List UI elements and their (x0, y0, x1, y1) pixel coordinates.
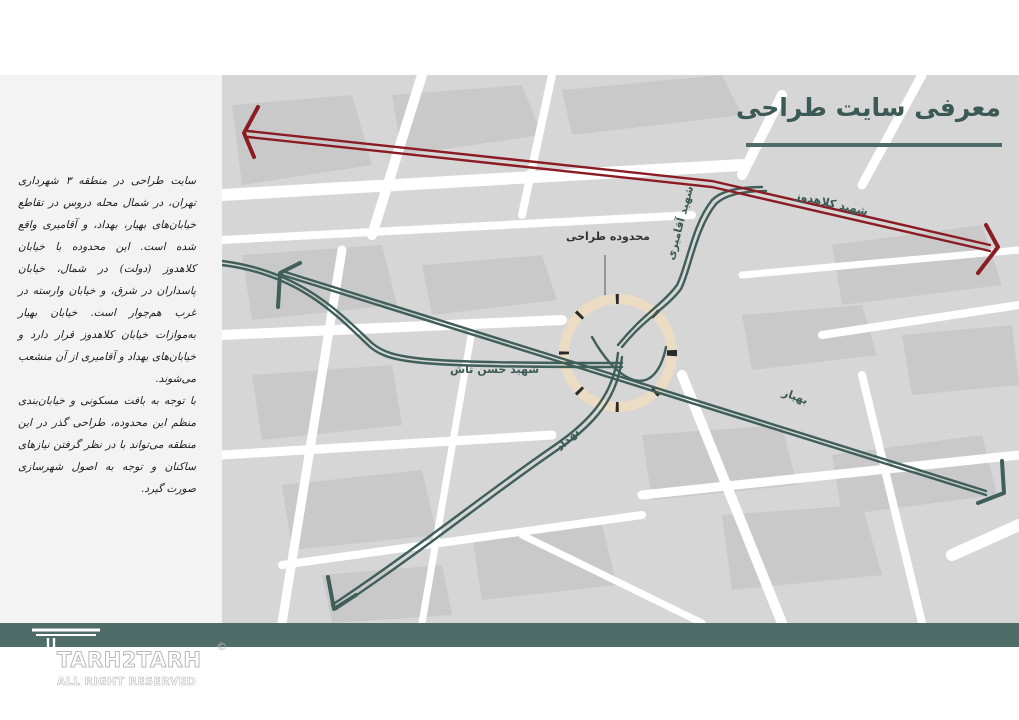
logo-subtext: ALL RIGHT RESERVED (57, 675, 196, 688)
page-title: معرفی سایت طراحی (735, 93, 1001, 122)
label-behdad: بهداد (553, 425, 582, 454)
label-behyar: بهیار (780, 385, 810, 408)
description-paragraph-1: سایت طراحی در منطقه ۳ شهرداری تهران، در شمال محله دروس در تقاطع خیابان‌های بهیار، بهداد، و آقامیری واقع شده است. این محدوده با خیابان کلاهدوز (دولت) در شمال، خیابان پاسداران در شرق، و خیابان وارسته در غرب هم‌جوار است. خیابان بهیار به‌موازات خیابان کلاهدوز قرار دارد و خیابان‌های بهداد و آقامیری از آن منشعب می‌شوند. (18, 175, 196, 385)
description-paragraph-2: با توجه به بافت مسکونی و خیابان‌بندی منظم این محدوده، طراحی گذر در این منطقه می‌تواند با در نظر گرفتن نیازهای ساکنان و توجه به اصول شهرسازی صورت گیرد. (18, 395, 196, 495)
label-kolahdouz: شهید کلاهدوز (793, 188, 870, 219)
label-design-site: محدوده طراحی (566, 230, 650, 243)
map-drawing (222, 75, 1019, 623)
site-map (222, 75, 1019, 623)
site-description (18, 170, 196, 500)
label-aghamiri: شهید آقامیری (664, 184, 697, 262)
label-hasan-tash: شهید حسن تاش (450, 363, 540, 376)
title-underline (746, 143, 1002, 147)
copyright-symbol: © (216, 640, 227, 653)
logo-text: TARH2TARH (57, 648, 202, 672)
